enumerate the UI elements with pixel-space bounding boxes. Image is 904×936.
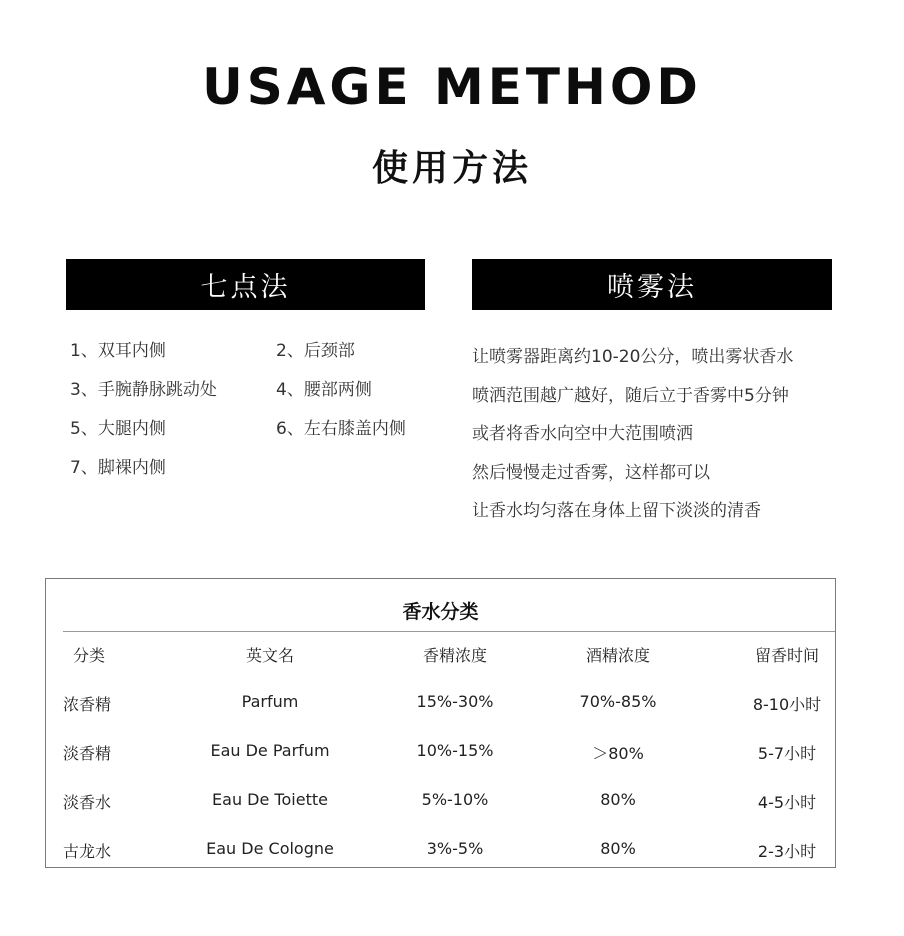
point-item: 3、手腕静脉跳动处 (70, 380, 217, 400)
table-cell: 古龙水 (63, 842, 112, 861)
table-cell: 浓香精 (63, 695, 112, 714)
table-divider (63, 631, 835, 632)
perfume-classification-table (45, 578, 836, 868)
point-item: 6、左右膝盖内侧 (276, 419, 406, 439)
table-header-cell: 分类 (72, 646, 106, 665)
table-cell: 10%-15% (416, 741, 494, 760)
table-cell: 80% (600, 790, 636, 809)
spray-line: 或者将香水向空中大范围喷洒 (472, 424, 693, 444)
spray-line: 喷洒范围越广越好，随后立于香雾中5分钟 (472, 385, 789, 406)
table-header-cell: 英文名 (245, 646, 295, 665)
page-title-english: USAGE METHOD (202, 58, 702, 116)
table-cell: 3%-5% (426, 839, 484, 858)
spray-heading-bar (472, 259, 832, 310)
table-cell: 淡香精 (63, 744, 112, 763)
table-header-cell: 酒精浓度 (585, 646, 651, 665)
table-cell: 5%-10% (421, 790, 489, 809)
table-cell: 15%-30% (416, 692, 494, 711)
table-cell: Eau De Parfum (210, 741, 330, 760)
seven-points-heading-bar (66, 259, 425, 310)
point-item: 7、脚裸内侧 (70, 458, 166, 478)
table-title: 香水分类 (402, 601, 479, 623)
point-item: 2、后颈部 (276, 341, 355, 361)
point-item: 1、双耳内侧 (70, 341, 166, 361)
table-cell: 淡香水 (63, 793, 112, 812)
spray-line: 让喷雾器距离约10-20公分，喷出雾状香水 (472, 347, 794, 367)
seven-points-heading: 七点法 (200, 272, 291, 303)
point-item: 5、大腿内侧 (70, 419, 166, 439)
table-cell: Eau De Toiette (212, 790, 328, 809)
spray-line: 然后慢慢走过香雾，这样都可以 (472, 462, 710, 483)
table-cell: 2-3小时 (757, 842, 817, 861)
table-header-cell: 香精浓度 (422, 646, 488, 665)
table-cell: 8-10小时 (752, 695, 822, 714)
spray-heading: 喷雾法 (607, 272, 697, 303)
table-cell: Parfum (241, 692, 299, 711)
point-item: 4、腰部两侧 (276, 380, 372, 400)
table-header-cell: 留香时间 (754, 646, 820, 665)
table-cell: 80% (600, 839, 636, 858)
table-cell: 5-7小时 (757, 744, 817, 763)
table-cell: ＞80% (592, 744, 644, 763)
table-cell: 4-5小时 (757, 793, 817, 812)
table-cell: 70%-85% (579, 692, 657, 711)
table-cell: Eau De Cologne (206, 839, 334, 858)
page-title-chinese: 使用方法 (371, 148, 532, 189)
spray-instructions (472, 338, 852, 531)
spray-line: 让香水均匀落在身体上留下淡淡的清香 (472, 501, 761, 521)
